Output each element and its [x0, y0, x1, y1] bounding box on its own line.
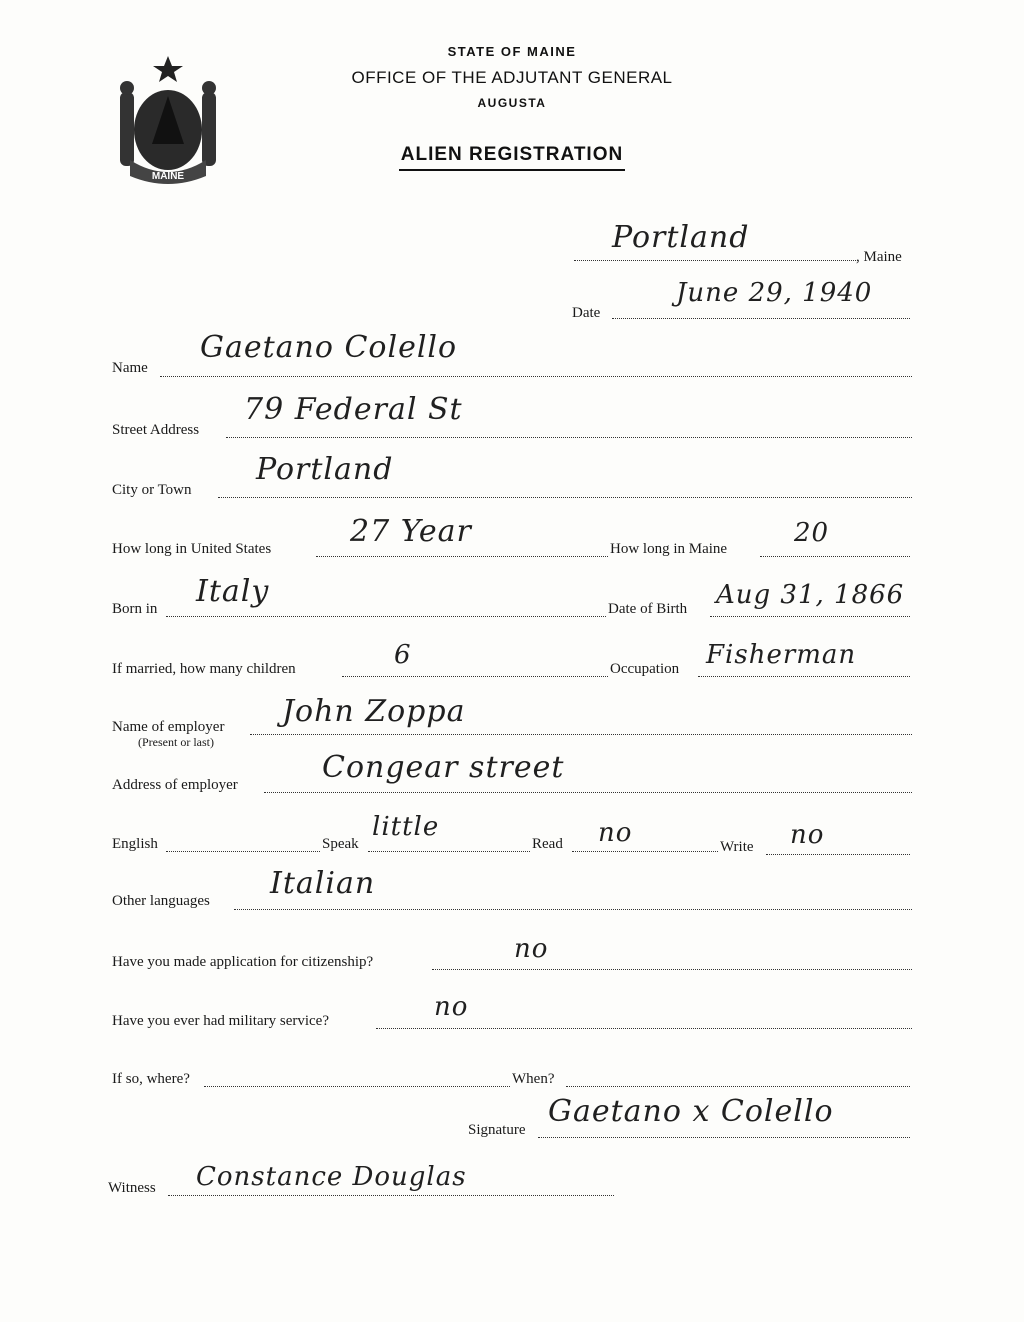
- street-value: 79 Federal St: [244, 392, 463, 427]
- city-line: [218, 497, 912, 498]
- occupation-line: [698, 676, 910, 677]
- header-state: STATE OF MAINE: [447, 44, 577, 59]
- street-label: Street Address: [112, 422, 200, 438]
- occupation-label: Occupation: [610, 661, 680, 677]
- witness-value: Constance Douglas: [196, 1162, 467, 1192]
- write-value: no: [790, 820, 825, 850]
- children-line: [342, 676, 608, 677]
- form-title: ALIEN REGISTRATION: [0, 144, 1024, 171]
- english-line: [166, 851, 320, 852]
- citizenship-line: [432, 969, 912, 970]
- signature-line: [538, 1137, 910, 1138]
- street-line: [226, 437, 912, 438]
- maine-years-line: [760, 556, 910, 557]
- military-value: no: [434, 992, 469, 1022]
- citizenship-value: no: [514, 934, 549, 964]
- when-label: When?: [512, 1071, 555, 1087]
- signature-value: Gaetano x Colello: [548, 1094, 834, 1129]
- date-line: [612, 318, 910, 319]
- speak-value: little: [372, 812, 440, 842]
- other-languages-value: Italian: [270, 866, 376, 901]
- employer-sublabel: (Present or last): [138, 735, 214, 749]
- dob-label: Date of Birth: [608, 601, 688, 617]
- name-line: [160, 376, 912, 377]
- where-label: If so, where?: [112, 1071, 190, 1087]
- children-value: 6: [394, 640, 412, 670]
- employer-label: Name of employer: [112, 719, 225, 735]
- english-label: English: [112, 836, 158, 852]
- city-value: Portland: [256, 452, 394, 487]
- city-label: City or Town: [112, 482, 192, 498]
- military-label: Have you ever had military service?: [112, 1013, 329, 1029]
- header-office: OFFICE OF THE ADJUTANT GENERAL: [351, 68, 673, 87]
- when-line: [566, 1086, 910, 1087]
- header-city: AUGUSTA: [477, 96, 547, 110]
- place-suffix: , Maine: [856, 249, 902, 265]
- signature-label: Signature: [468, 1122, 526, 1138]
- born-in-label: Born in: [112, 601, 158, 617]
- other-languages-label: Other languages: [112, 893, 210, 909]
- speak-line: [368, 851, 530, 852]
- read-value: no: [598, 818, 633, 848]
- speak-label: Speak: [322, 836, 359, 852]
- read-label: Read: [532, 836, 563, 852]
- read-line: [572, 851, 718, 852]
- employer-address-line: [264, 792, 912, 793]
- dob-value: Aug 31, 1866: [716, 580, 905, 610]
- place-value: Portland: [612, 220, 750, 255]
- write-line: [766, 854, 910, 855]
- witness-line: [168, 1195, 614, 1196]
- us-years-label: How long in United States: [112, 541, 272, 557]
- seal-motto: MAINE: [151, 171, 185, 182]
- place-line: [574, 260, 856, 261]
- employer-line: [250, 734, 912, 735]
- where-line: [204, 1086, 510, 1087]
- employer-address-value: Congear street: [322, 750, 565, 785]
- dob-line: [710, 616, 910, 617]
- born-in-value: Italy: [196, 574, 270, 609]
- name-value: Gaetano Colello: [200, 330, 458, 365]
- other-languages-line: [234, 909, 912, 910]
- date-value: June 29, 1940: [676, 278, 873, 308]
- us-years-line: [316, 556, 608, 557]
- maine-years-value: 20: [794, 518, 830, 548]
- witness-label: Witness: [108, 1180, 156, 1196]
- children-label: If married, how many children: [112, 661, 296, 677]
- military-line: [376, 1028, 912, 1029]
- occupation-value: Fisherman: [706, 640, 857, 670]
- citizenship-label: Have you made application for citizenship?: [112, 954, 374, 970]
- born-in-line: [166, 616, 606, 617]
- name-label: Name: [112, 360, 148, 376]
- employer-value: John Zoppa: [282, 694, 466, 729]
- employer-address-label: Address of employer: [112, 777, 238, 793]
- maine-years-label: How long in Maine: [610, 541, 728, 557]
- date-label: Date: [572, 305, 601, 321]
- write-label: Write: [720, 839, 754, 855]
- us-years-value: 27 Year: [350, 514, 472, 549]
